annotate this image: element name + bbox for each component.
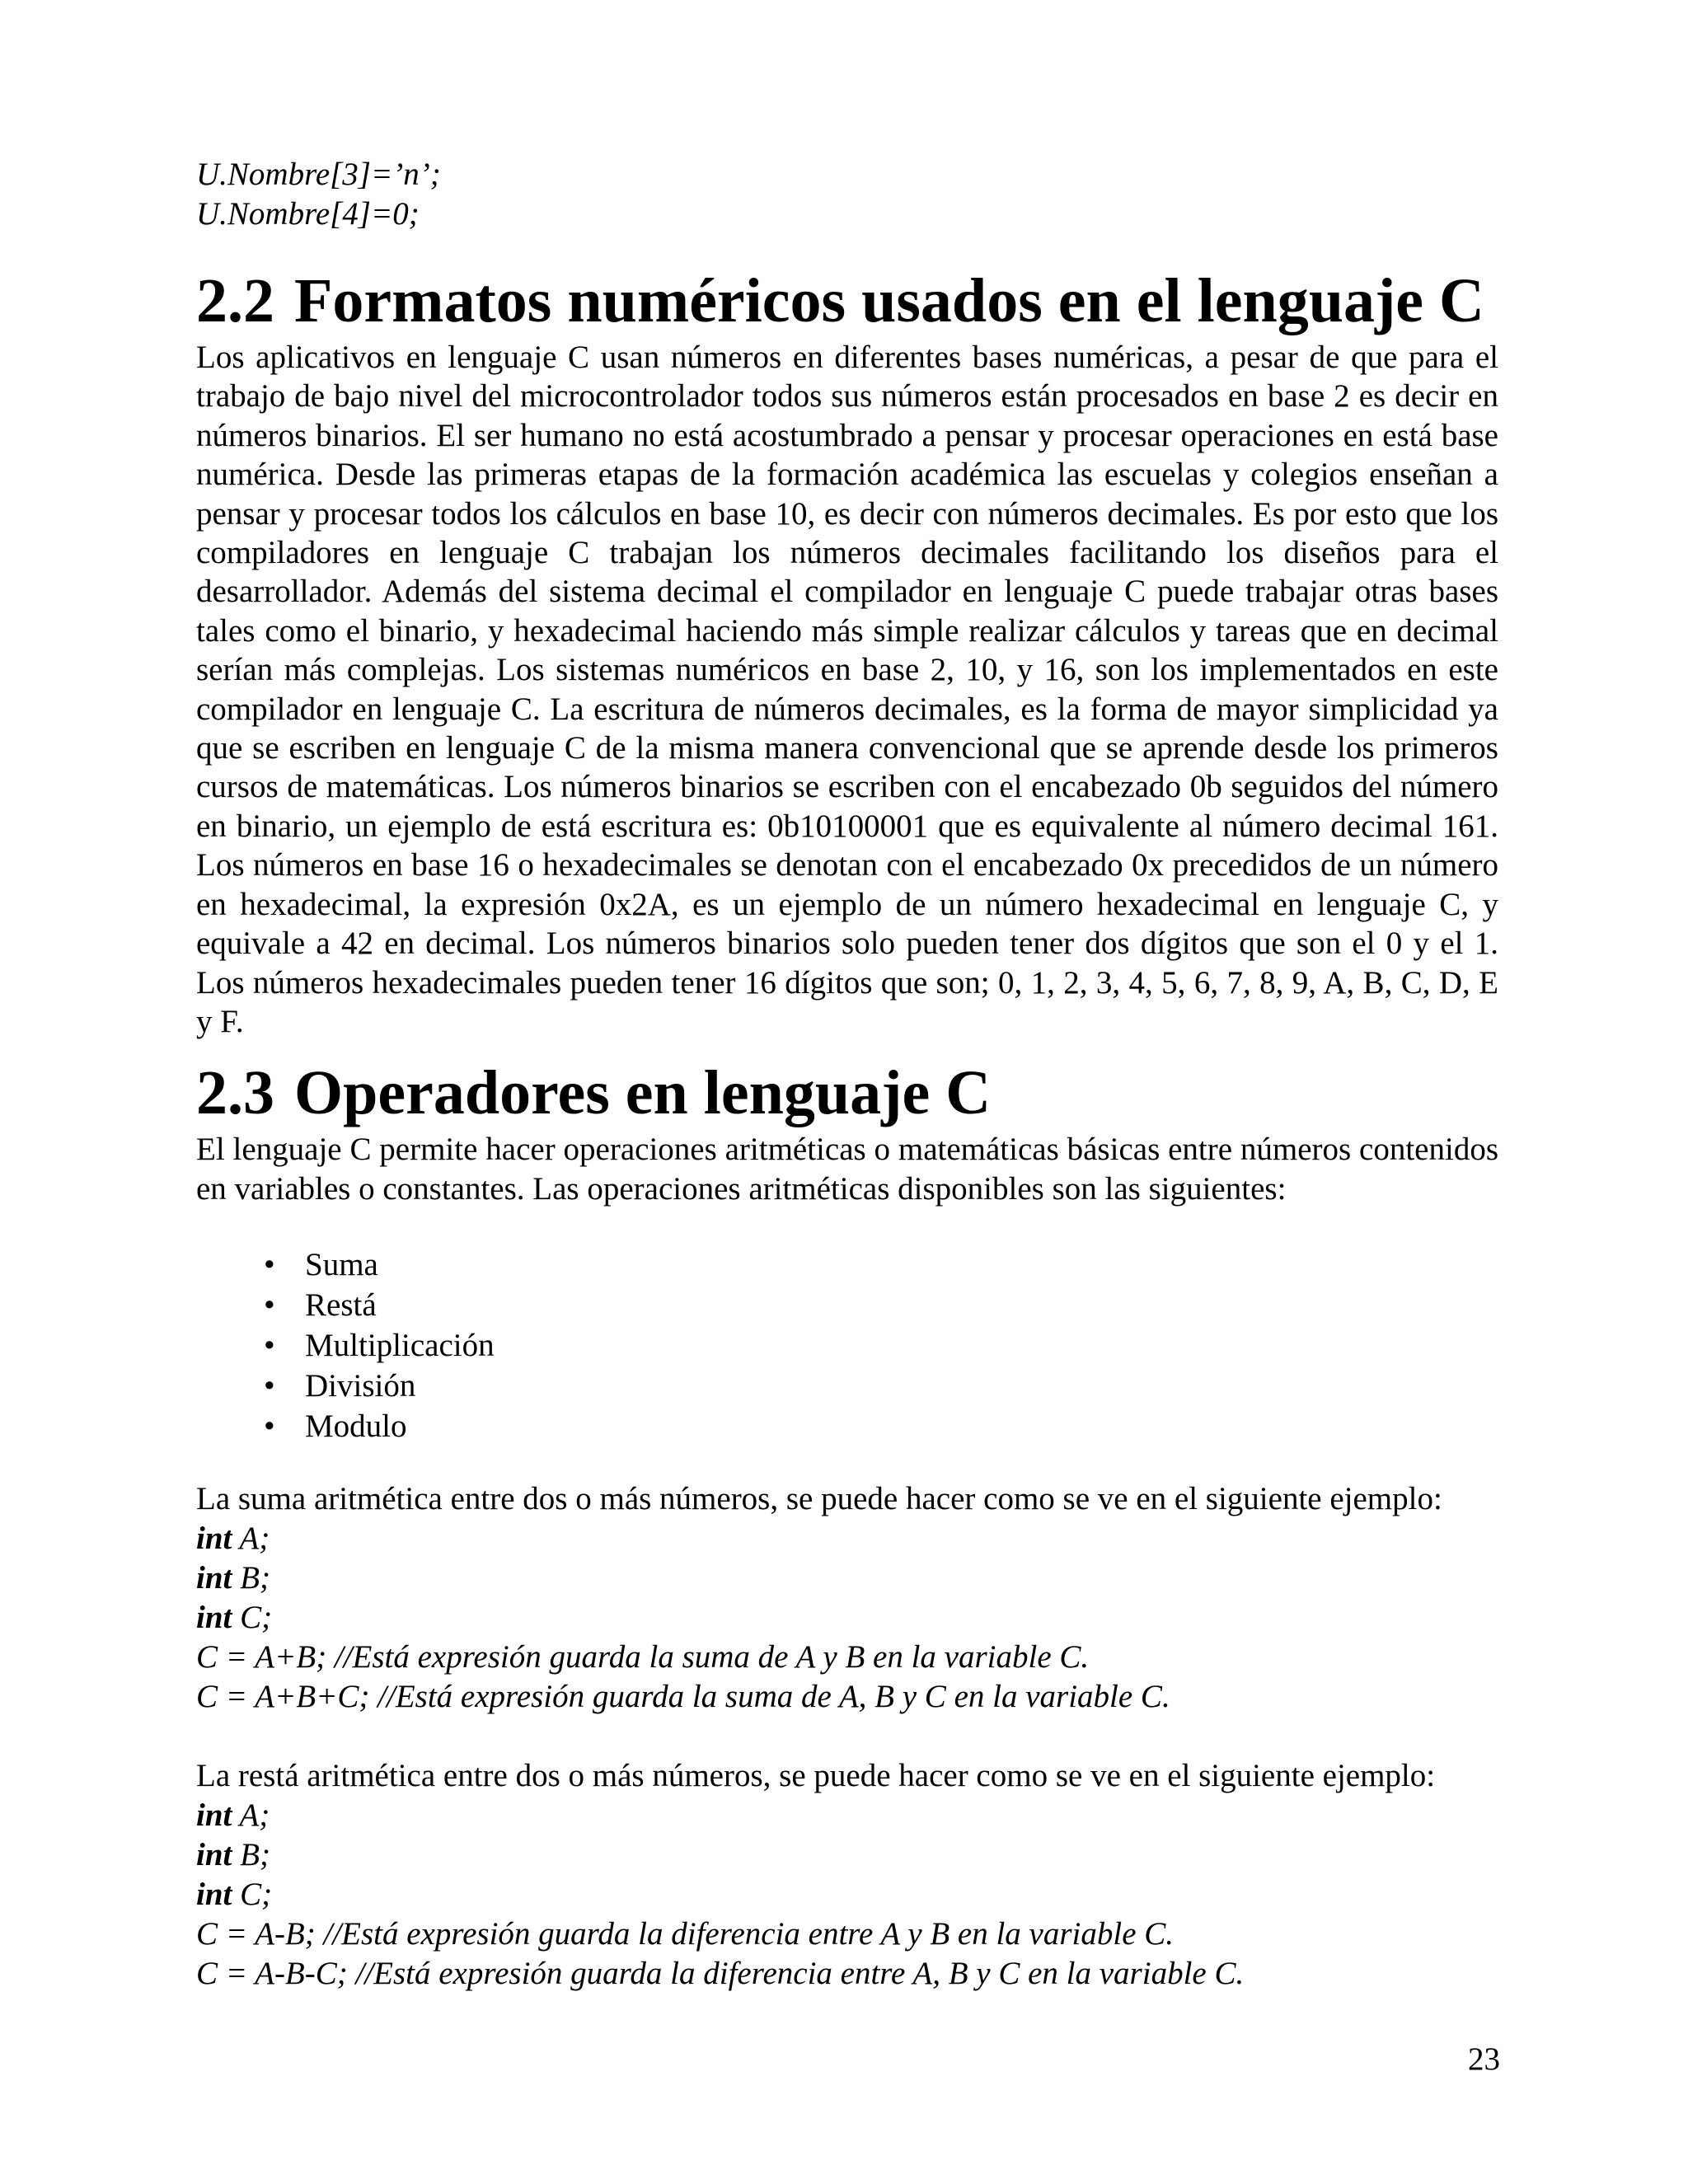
code-declaration: C; bbox=[232, 1877, 273, 1913]
bullet-icon: • bbox=[264, 1247, 275, 1283]
code-line bbox=[196, 1598, 1498, 1638]
operations-list bbox=[196, 1244, 1498, 1446]
code-line bbox=[196, 1558, 1498, 1598]
section-number: 2.3 bbox=[196, 1058, 274, 1128]
code-declaration: B; bbox=[232, 1837, 270, 1873]
list-item-label: Suma bbox=[305, 1247, 378, 1283]
list-item bbox=[264, 1325, 1498, 1366]
code-line: U.Nombre[4]=0; bbox=[196, 196, 420, 232]
code-keyword: int bbox=[196, 1521, 232, 1557]
bullet-icon: • bbox=[264, 1368, 275, 1404]
code-declaration: A; bbox=[232, 1521, 270, 1557]
list-item-label: Restá bbox=[305, 1287, 377, 1324]
section-2-3-paragraph: El lenguaje C permite hacer operaciones aritméticas o matemáticas básicas entre números contenidos en variables o constantes. Las operaciones aritméticas disponibles son las siguientes: bbox=[196, 1132, 1498, 1207]
section-number: 2.2 bbox=[196, 266, 274, 335]
code-declaration: A; bbox=[232, 1797, 270, 1834]
section-heading-2-3 bbox=[196, 1056, 1498, 1130]
top-code-block bbox=[196, 155, 1498, 234]
code-declaration: B; bbox=[232, 1560, 270, 1596]
list-item-label: Modulo bbox=[305, 1408, 407, 1445]
code-line bbox=[196, 1796, 1498, 1835]
code-keyword: int bbox=[196, 1560, 232, 1596]
resta-code-block bbox=[196, 1796, 1498, 1994]
bullet-icon: • bbox=[264, 1287, 275, 1324]
code-line: C = A+B+C; //Está expresión guarda la suma de A, B y C en la variable C. bbox=[196, 1679, 1170, 1715]
list-item bbox=[264, 1366, 1498, 1406]
code-line bbox=[196, 1835, 1498, 1875]
code-line: U.Nombre[3]=’n’; bbox=[196, 157, 441, 192]
list-item-label: División bbox=[305, 1368, 416, 1404]
list-item bbox=[264, 1285, 1498, 1325]
section-title: Operadores en lenguaje C bbox=[294, 1058, 992, 1128]
list-item-label: Multiplicación bbox=[305, 1328, 495, 1364]
bullet-icon: • bbox=[264, 1408, 275, 1445]
section-title: Formatos numéricos usados en el lenguaje C bbox=[294, 266, 1484, 335]
code-keyword: int bbox=[196, 1600, 232, 1636]
code-keyword: int bbox=[196, 1797, 232, 1834]
code-line: C = A-B-C; //Está expresión guarda la diferencia entre A, B y C en la variable C. bbox=[196, 1956, 1245, 1992]
code-keyword: int bbox=[196, 1837, 232, 1873]
resta-example-intro: La restá aritmética entre dos o más números, se puede hacer como se ve en el siguiente ejemplo: bbox=[196, 1758, 1436, 1794]
code-keyword: int bbox=[196, 1877, 232, 1913]
code-declaration: C; bbox=[232, 1600, 273, 1636]
code-line bbox=[196, 1875, 1498, 1915]
code-line: C = A-B; //Está expresión guarda la diferencia entre A y B en la variable C. bbox=[196, 1916, 1175, 1952]
page-number: 23 bbox=[1468, 2041, 1500, 2077]
section-heading-2-2 bbox=[196, 264, 1498, 338]
code-line bbox=[196, 1519, 1498, 1558]
code-line: C = A+B; //Está expresión guarda la suma de A y B en la variable C. bbox=[196, 1639, 1090, 1675]
document-page bbox=[196, 155, 1498, 1994]
section-2-2-paragraph: Los aplicativos en lenguaje C usan números en diferentes bases numéricas, a pesar de que para el trabajo de bajo nivel del microcontrolador todos sus números están procesados en base 2 es decir en números binarios. El ser humano no está acostumbrado a pensar y procesar operaciones en está base numérica. Desde las primeras etapas de la formación académica las escuelas y colegios enseñan a pensar y procesar todos los cálculos en base 10, es decir con números decimales. Es por esto que los compiladores en lenguaje C trabajan los números decimales facilitando los diseños para el desarrollador. Además del sistema decimal el compilador en lenguaje C puede trabajar otras bases tales como el binario, y hexadecimal haciendo más simple realizar cálculos y tareas que en decimal serían más complejas. Los sistemas numéricos en base 2, 10, y 16, son los implementados en este compilador en lenguaje C. La escritura de números decimales, es la forma de mayor simplicidad ya que se escriben en lenguaje C de la misma manera convencional que se aprende desde los primeros cursos de matemáticas. Los números binarios se escriben con el encabezado 0b seguidos del número en binario, un ejemplo de está escritura es: 0b10100001 que es equivalente al número decimal 161. Los números en base 16 o hexadecimales se denotan con el encabezado 0x precedidos de un número en hexadecimal, la expresión 0x2A, es un ejemplo de un número hexadecimal en lenguaje C, y equivale a 42 en decimal. Los números binarios solo pueden tener dos dígitos que son el 0 y el 1. Los números hexadecimales pueden tener 16 dígitos que son; 0, 1, 2, 3, 4, 5, 6, 7, 8, 9, A, B, C, D, E y F. bbox=[196, 340, 1498, 1039]
suma-example-intro: La suma aritmética entre dos o más números, se puede hacer como se ve en el siguiente ejemplo: bbox=[196, 1481, 1442, 1517]
list-item bbox=[264, 1406, 1498, 1446]
list-item bbox=[264, 1244, 1498, 1285]
suma-code-block bbox=[196, 1519, 1498, 1717]
bullet-icon: • bbox=[264, 1328, 275, 1364]
